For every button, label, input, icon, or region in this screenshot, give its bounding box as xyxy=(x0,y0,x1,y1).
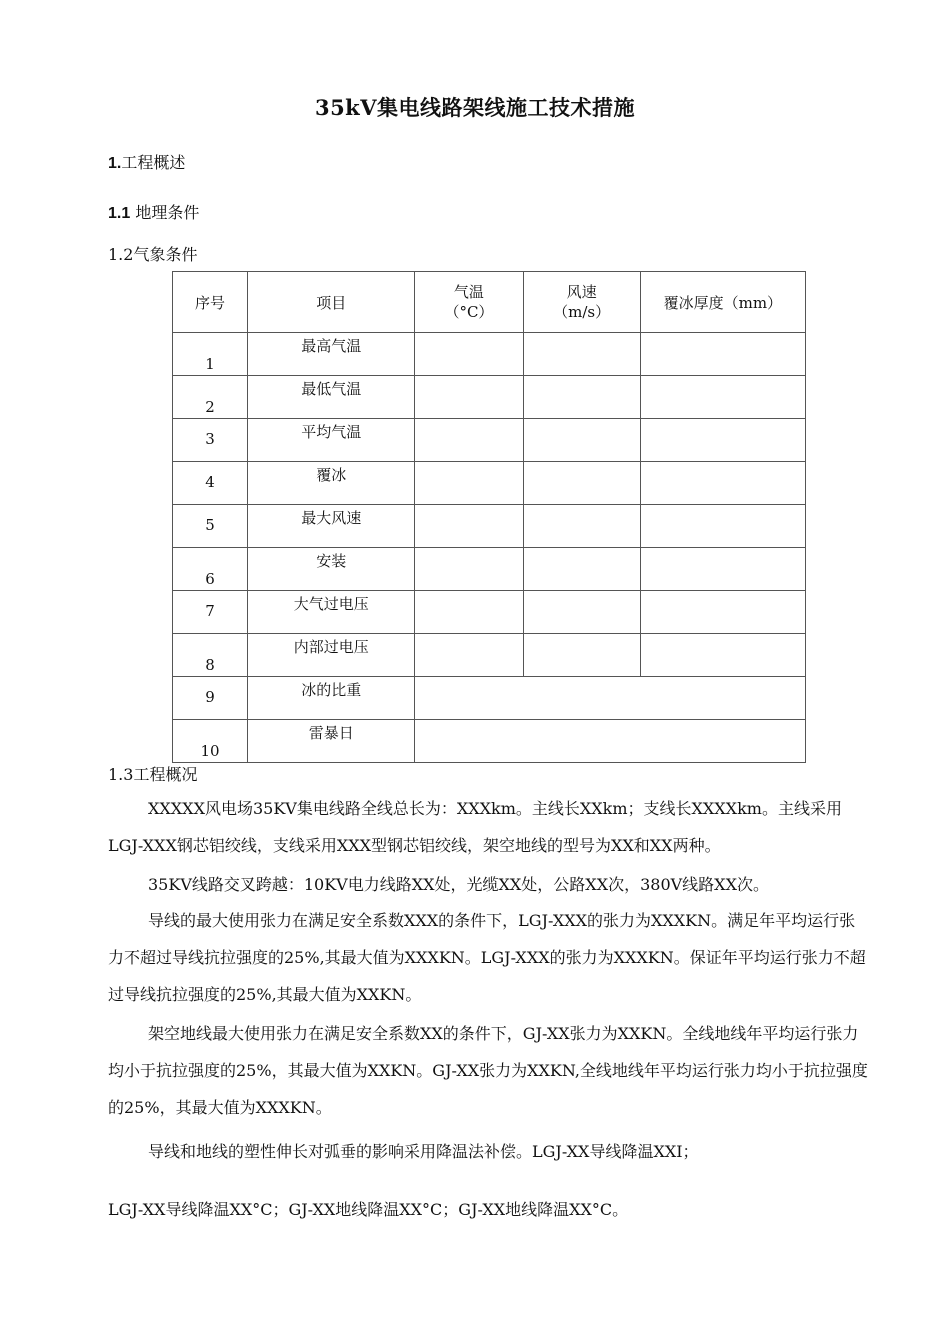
row-wind xyxy=(523,333,640,376)
table-row xyxy=(173,333,806,376)
paragraph-conductor-tension: 导线的最大使用张力在满足安全系数XXX的条件下，LGJ-XXX的张力为XXXKN。满足年平均运行张力不超过导线抗拉强度的25%,其最大值为XXXKN。LGJ-XXX的张力为XXXKN。保证年平均运行张力不超过导线抗拉强度的25%,其最大值为XXKN。 xyxy=(108,911,866,1004)
table-row xyxy=(173,677,806,720)
row-no: 5 xyxy=(173,505,248,548)
row-temp xyxy=(415,376,523,419)
row-no: 6 xyxy=(173,548,248,591)
header-wind-unit: （m/s） xyxy=(553,303,611,321)
paragraph-groundwire-tension: 架空地线最大使用张力在满足安全系数XX的条件下，GJ-XX张力为XXKN。全线地线年平均运行张力均小于抗拉强度的25%，其最大值为XXKN。GJ-XX张力为XXKN,全线地线年平均运行张力均小于抗拉强度的25%，其最大值为XXXKN。 xyxy=(108,1024,868,1117)
row-item: 最低气温 xyxy=(248,376,415,419)
row-wind xyxy=(523,634,640,677)
row-wind xyxy=(523,419,640,462)
row-no: 9 xyxy=(173,677,248,720)
table-row xyxy=(173,376,806,419)
row-ice xyxy=(640,462,805,505)
table-header-row xyxy=(173,272,806,333)
header-wind xyxy=(523,272,640,333)
row-item: 覆冰 xyxy=(248,462,415,505)
paragraph-overview: XXXXX风电场35KV集电线路全线总长为：XXXkm。主线长XXkm；支线长XXXXkm。主线采用LGJ-XXX钢芯铝绞线，支线采用XXX型钢芯铝绞线，架空地线的型号为XX和XX两种。 xyxy=(108,799,842,855)
row-no: 4 xyxy=(173,462,248,505)
header-wind-label: 风速 xyxy=(566,283,597,301)
row-ice xyxy=(640,634,805,677)
table-row xyxy=(173,548,806,591)
row-temp xyxy=(415,462,523,505)
row-wind xyxy=(523,591,640,634)
section-1-2-heading: 1.2气象条件 xyxy=(108,245,198,264)
header-temp-label: 气温 xyxy=(453,283,484,301)
row-wind xyxy=(523,376,640,419)
row-ice xyxy=(640,591,805,634)
section-1-1-number: 1.1 xyxy=(108,205,131,222)
table-row xyxy=(173,419,806,462)
row-wind xyxy=(523,548,640,591)
table-row xyxy=(173,505,806,548)
row-temp xyxy=(415,548,523,591)
row-ice xyxy=(640,505,805,548)
row-temp xyxy=(415,333,523,376)
section-1-text: 工程概述 xyxy=(121,153,186,172)
paragraph-crossings: 35KV线路交叉跨越：10KV电力线路XX处，光缆XX处，公路XX次，380V线路XX次。 xyxy=(148,875,769,894)
row-item: 冰的比重 xyxy=(248,677,415,720)
row-item: 最大风速 xyxy=(248,505,415,548)
section-1-heading xyxy=(108,150,185,173)
document-title: 35kV集电线路架线施工技术措施 xyxy=(314,95,636,120)
row-no: 8 xyxy=(173,634,248,677)
row-temp xyxy=(415,591,523,634)
header-temp-unit: （°C） xyxy=(444,303,494,321)
row-no: 1 xyxy=(173,333,248,376)
row-item: 平均气温 xyxy=(248,419,415,462)
row-item: 内部过电压 xyxy=(248,634,415,677)
row-merged-value xyxy=(415,720,806,763)
row-item: 雷暴日 xyxy=(248,720,415,763)
weather-conditions-table xyxy=(172,271,806,763)
row-temp xyxy=(415,634,523,677)
table-row xyxy=(173,591,806,634)
row-wind xyxy=(523,505,640,548)
paragraph-cooling-values: LGJ-XX导线降温XX°C；GJ-XX地线降温XX°C；GJ-XX地线降温XX°C。 xyxy=(108,1200,629,1219)
row-ice xyxy=(640,548,805,591)
row-item: 最高气温 xyxy=(248,333,415,376)
row-no: 7 xyxy=(173,591,248,634)
section-1-1-heading xyxy=(108,200,199,223)
header-no: 序号 xyxy=(173,272,248,333)
row-item: 大气过电压 xyxy=(248,591,415,634)
paragraph-creep-compensation: 导线和地线的塑性伸长对弧垂的影响采用降温法补偿。LGJ-XX导线降温XXI； xyxy=(148,1142,699,1161)
row-merged-value xyxy=(415,677,806,720)
header-temp xyxy=(415,272,523,333)
row-temp xyxy=(415,505,523,548)
row-no: 3 xyxy=(173,419,248,462)
header-item: 项目 xyxy=(248,272,415,333)
table-row xyxy=(173,720,806,763)
section-1-number: 1. xyxy=(108,155,122,172)
table-row xyxy=(173,634,806,677)
header-ice: 覆冰厚度（mm） xyxy=(640,272,805,333)
row-wind xyxy=(523,462,640,505)
row-ice xyxy=(640,376,805,419)
row-no: 10 xyxy=(173,720,248,763)
row-item: 安装 xyxy=(248,548,415,591)
section-1-1-text: 地理条件 xyxy=(135,203,200,222)
row-no: 2 xyxy=(173,376,248,419)
row-temp xyxy=(415,419,523,462)
section-1-3-heading: 1.3工程概况 xyxy=(108,765,198,784)
row-ice xyxy=(640,333,805,376)
table-row xyxy=(173,462,806,505)
row-ice xyxy=(640,419,805,462)
